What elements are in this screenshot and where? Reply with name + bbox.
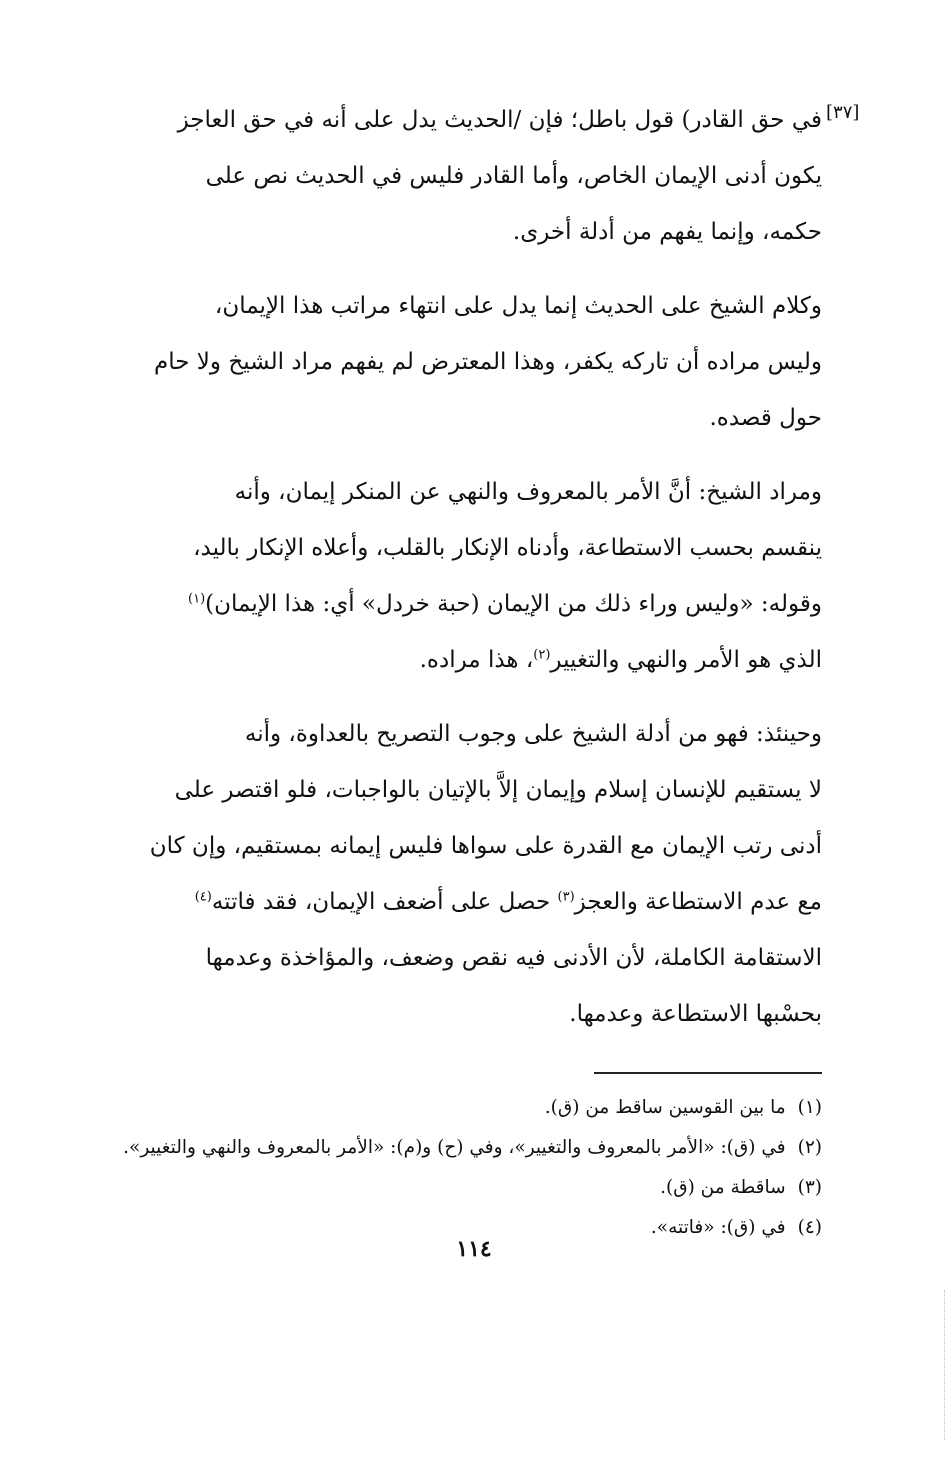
text-line: أدنى رتب الإيمان مع القدرة على سواها فليس إيمانه بمستقيم، وإن كان: [149, 833, 822, 859]
footnote-ref-1[interactable]: (١): [188, 591, 206, 607]
footnote-number: (٣): [797, 1177, 822, 1198]
text-line: الاستقامة الكاملة، لأن الأدنى فيه نقص وضعف، والمؤاخذة وعدمها: [205, 945, 822, 971]
footnote-number: (١): [797, 1097, 822, 1118]
footnote-1: [100, 1088, 822, 1128]
footnote-2: [100, 1128, 822, 1168]
text-line: وليس مراده أن تاركه يكفر، وهذا المعترض لم يفهم مراد الشيخ ولا حام: [154, 349, 822, 375]
text-line: يكون أدنى الإيمان الخاص، وأما القادر فليس في الحديث نص على: [205, 163, 822, 189]
text-line: وقوله: «وليس وراء ذلك من الإيمان (حبة خردل» أي: هذا الإيمان): [205, 591, 822, 617]
page-number: ١١٤: [456, 1236, 492, 1262]
footnote-number: (٤): [797, 1217, 822, 1238]
footnotes: [100, 1088, 822, 1248]
text-line: ومراد الشيخ: أنَّ الأمر بالمعروف والنهي عن المنكر إيمان، وأنه: [234, 479, 822, 505]
footnote-text: في (ق): «فاتته».: [650, 1217, 786, 1238]
text-line: ينقسم بحسب الاستطاعة، وأدناه الإنكار بالقلب، وأعلاه الإنكار باليد،: [193, 535, 822, 561]
footnote-ref-2[interactable]: (٢): [533, 647, 551, 663]
text-line: ، هذا مراده.: [419, 647, 534, 673]
paragraph-2: [100, 278, 822, 446]
text-line: مع عدم الاستطاعة والعجز: [574, 889, 822, 915]
footnote-text: ما بين القوسين ساقط من (ق).: [544, 1097, 786, 1118]
paragraph-1: [100, 92, 822, 260]
footnote-number: (٢): [797, 1137, 822, 1158]
footnote-text: في (ق): «الأمر بالمعروف والتغيير»، وفي (ح) و(م): «الأمر بالمعروف والنهي والتغيير».: [123, 1137, 786, 1158]
footnote-ref-3[interactable]: (٣): [557, 889, 575, 905]
scan-edge-mark: [943, 1290, 945, 1440]
text-line: وكلام الشيخ على الحديث إنما يدل على انتهاء مراتب هذا الإيمان،: [214, 293, 822, 319]
footnote-text: ساقطة من (ق).: [660, 1177, 786, 1198]
text-line: وحينئذ: فهو من أدلة الشيخ على وجوب التصريح بالعداوة، وأنه: [244, 721, 822, 747]
text-line: الذي هو الأمر والنهي والتغيير: [550, 647, 822, 673]
manuscript-page-marker: [٣٧]: [826, 102, 860, 123]
footnote-separator: [594, 1072, 822, 1074]
paragraph-3: [100, 464, 822, 688]
text-line: لا يستقيم للإنسان إسلام وإيمان إلاَّ بالإتيان بالواجبات، فلو اقتصر على: [174, 777, 822, 803]
text-line: في حق القادر) قول باطل؛ فإن /الحديث يدل على أنه في حق العاجز: [177, 107, 822, 133]
paragraph-4: [100, 706, 822, 1042]
text-line: حكمه، وإنما يفهم من أدلة أخرى.: [512, 219, 822, 245]
footnote-3: [100, 1168, 822, 1208]
text-line: حول قصده.: [709, 405, 822, 431]
text-line: حصل على أضعف الإيمان، فقد فاتته: [211, 889, 558, 915]
footnote-ref-4[interactable]: (٤): [194, 889, 212, 905]
page-body: [100, 92, 822, 1248]
text-line: بحسْبها الاستطاعة وعدمها.: [569, 1001, 822, 1027]
